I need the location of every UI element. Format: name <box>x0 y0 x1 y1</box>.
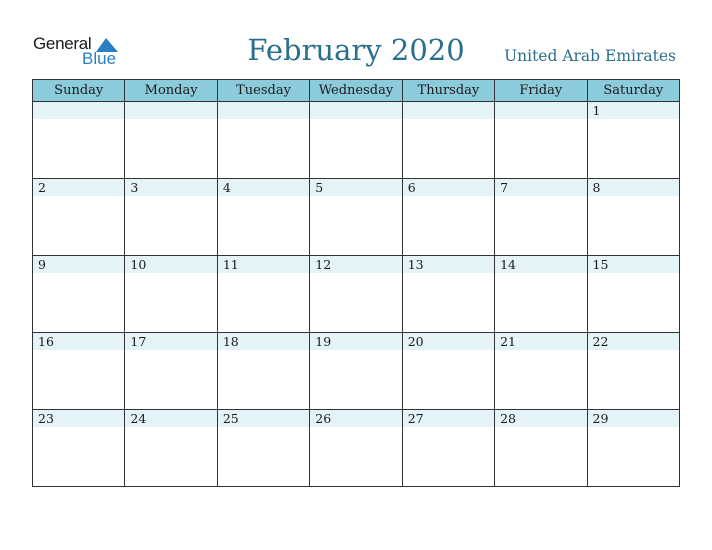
day-number-band <box>310 102 401 119</box>
day-cell <box>217 256 309 333</box>
week-row <box>33 256 680 333</box>
day-number-band <box>403 102 494 119</box>
day-number <box>125 102 216 103</box>
day-cell <box>33 410 125 487</box>
day-number: 28 <box>500 411 517 426</box>
day-number: 15 <box>592 257 609 272</box>
day-cell <box>310 333 402 410</box>
day-number: 7 <box>500 180 509 195</box>
week-row <box>33 179 680 256</box>
day-cell <box>217 102 309 179</box>
day-cell <box>495 256 587 333</box>
day-number: 26 <box>315 411 332 426</box>
day-number: 10 <box>130 257 147 272</box>
day-number: 25 <box>222 411 239 426</box>
day-cell <box>402 102 494 179</box>
day-number: 2 <box>38 180 46 195</box>
day-number: 1 <box>592 103 601 118</box>
day-cell <box>125 333 217 410</box>
day-number <box>310 102 401 103</box>
country-label: United Arab Emirates <box>504 47 676 65</box>
day-number: 20 <box>407 334 424 349</box>
day-number <box>218 102 309 103</box>
day-cell <box>217 333 309 410</box>
day-number: 22 <box>592 334 609 349</box>
weekday-sunday: Sunday <box>33 80 125 102</box>
weekday-saturday: Saturday <box>587 80 679 102</box>
week-row <box>33 410 680 487</box>
logo-word-general: General <box>33 34 92 53</box>
day-number: 16 <box>38 334 54 349</box>
day-cell <box>125 256 217 333</box>
day-cell <box>495 102 587 179</box>
weekday-header-row <box>33 80 680 102</box>
day-cell <box>310 410 402 487</box>
day-number: 9 <box>38 257 46 272</box>
day-number: 4 <box>222 180 231 195</box>
week-row <box>33 102 680 179</box>
day-number: 13 <box>407 257 424 272</box>
logo-word-blue: Blue <box>82 49 117 68</box>
day-cell <box>587 102 679 179</box>
day-cell <box>587 410 679 487</box>
weekday-friday: Friday <box>495 80 587 102</box>
day-cell <box>310 256 402 333</box>
day-number-band <box>125 102 216 119</box>
day-cell <box>587 333 679 410</box>
day-cell <box>402 179 494 256</box>
weekday-monday: Monday <box>125 80 217 102</box>
day-cell <box>310 179 402 256</box>
page-title: February 2020 <box>247 33 465 67</box>
day-number: 11 <box>222 257 239 272</box>
day-number <box>403 102 494 103</box>
day-cell <box>402 333 494 410</box>
day-cell <box>217 179 309 256</box>
day-cell <box>33 256 125 333</box>
day-cell <box>125 102 217 179</box>
day-number: 17 <box>130 334 147 349</box>
day-number: 24 <box>130 411 147 426</box>
day-number: 12 <box>315 257 332 272</box>
day-number: 5 <box>315 180 324 195</box>
day-cell <box>495 333 587 410</box>
calendar-grid <box>32 79 680 487</box>
day-number <box>33 102 124 103</box>
week-row <box>33 333 680 410</box>
day-number: 23 <box>38 411 54 426</box>
weekday-wednesday: Wednesday <box>310 80 402 102</box>
day-cell <box>217 410 309 487</box>
weekday-thursday: Thursday <box>402 80 494 102</box>
day-cell <box>125 410 217 487</box>
weekday-tuesday: Tuesday <box>217 80 309 102</box>
day-number: 6 <box>407 180 416 195</box>
day-cell <box>33 102 125 179</box>
day-number-band <box>495 102 586 119</box>
day-cell <box>587 179 679 256</box>
day-cell <box>495 179 587 256</box>
day-number: 21 <box>500 334 517 349</box>
day-number: 18 <box>222 334 239 349</box>
day-number: 19 <box>315 334 332 349</box>
day-number: 3 <box>130 180 139 195</box>
day-cell <box>402 410 494 487</box>
day-number: 27 <box>407 411 424 426</box>
day-number: 14 <box>500 257 517 272</box>
day-number: 29 <box>592 411 609 426</box>
day-cell <box>125 179 217 256</box>
day-number-band <box>33 102 124 119</box>
day-cell <box>495 410 587 487</box>
day-cell <box>33 179 125 256</box>
day-cell <box>310 102 402 179</box>
day-number-band <box>218 102 309 119</box>
day-cell <box>402 256 494 333</box>
day-number <box>495 102 586 103</box>
day-cell <box>587 256 679 333</box>
day-cell <box>33 333 125 410</box>
day-number: 8 <box>592 180 601 195</box>
